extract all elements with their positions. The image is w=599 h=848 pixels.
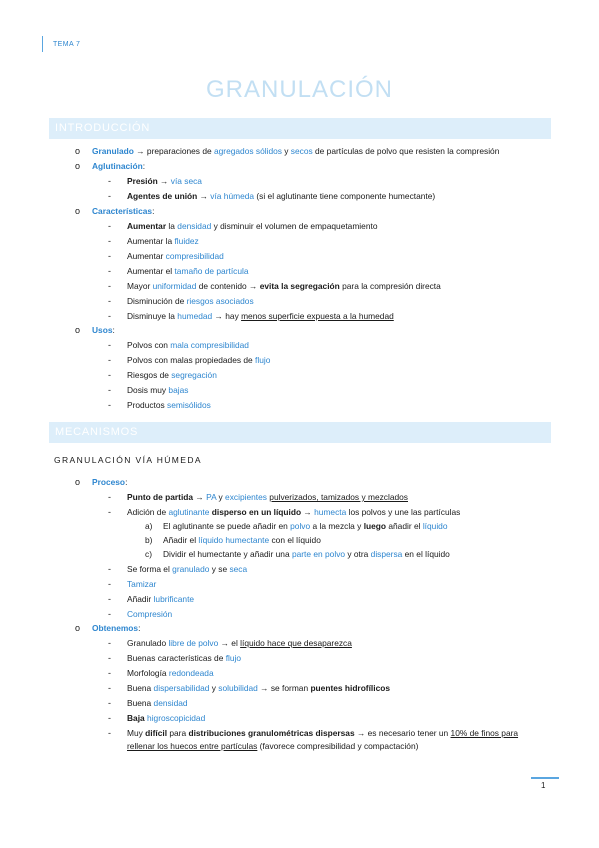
item-p3: Se forma el granulado y se seca xyxy=(127,564,248,574)
item-u5: Productos semisólidos xyxy=(127,400,211,410)
bullet-dash: - xyxy=(108,564,111,574)
item-granulado: Granulado → preparaciones de agregados sólidos y secos de partículas de polvo que resisten la compresión xyxy=(92,146,500,156)
item-u2: Polvos con malas propiedades de flujo xyxy=(127,355,271,365)
item-p4: Tamizar xyxy=(127,579,157,589)
item-p5: Añadir lubrificante xyxy=(127,594,195,604)
bullet-dash: - xyxy=(108,713,111,723)
bullet-circle: o xyxy=(75,161,81,171)
item-pa: El aglutinante se puede añadir en polvo a la mezcla y luego añadir el líquido xyxy=(163,521,448,531)
header-tema: TEMA 7 xyxy=(53,41,81,48)
item-presion: Presión → vía seca xyxy=(127,176,202,186)
item-o7: Muy difícil para distribuciones granulométricas dispersas → es necesario tener un 10% de finos para xyxy=(127,728,519,738)
bullet-dash: - xyxy=(108,698,111,708)
item-c2: Aumentar la fluidez xyxy=(127,236,199,246)
item-o6: Baja higroscopicidad xyxy=(127,713,206,723)
item-u3: Riesgos de segregación xyxy=(127,370,217,380)
item-c1: Aumentar la densidad y disminuir el volumen de empaquetamiento xyxy=(127,221,378,231)
item-c6: Disminución de riesgos asociados xyxy=(127,296,254,306)
bullet-dash: - xyxy=(108,668,111,678)
item-p6: Compresión xyxy=(127,609,173,619)
item-o7-cont: rellenar los huecos entre partículas (favorece compresibilidad y compactación) xyxy=(127,741,419,751)
bullet-dash: - xyxy=(108,191,111,201)
item-o1: Granulado libre de polvo → el líquido hace que desaparezca xyxy=(127,638,352,648)
item-caracteristicas: Características: xyxy=(92,206,155,216)
item-proceso: Proceso: xyxy=(92,477,128,487)
bullet-dash: - xyxy=(108,251,111,261)
item-agentes-union: Agentes de unión → vía húmeda (si el aglutinante tiene componente humectante) xyxy=(127,191,436,201)
bullet-dash: - xyxy=(108,507,111,517)
bullet-dash: - xyxy=(108,281,111,291)
bullet-dash: - xyxy=(108,728,111,738)
bullet-dash: - xyxy=(108,492,111,502)
bullet-dash: - xyxy=(108,370,111,380)
bullet-circle: o xyxy=(75,206,81,216)
item-p2: Adición de aglutinante disperso en un líquido → humecta los polvos y une las partículas xyxy=(127,507,461,517)
item-aglutinacion: Aglutinación: xyxy=(92,161,146,171)
bullet-circle: o xyxy=(75,146,81,156)
bullet-circle: o xyxy=(75,325,81,335)
item-usos: Usos: xyxy=(92,325,115,335)
item-o5: Buena densidad xyxy=(127,698,188,708)
marker-c: c) xyxy=(145,549,152,559)
bullet-dash: - xyxy=(108,638,111,648)
bullet-dash: - xyxy=(108,311,111,321)
header-accent-bar xyxy=(42,36,43,52)
bullet-dash: - xyxy=(108,385,111,395)
footer-accent-line xyxy=(531,777,559,779)
bullet-dash: - xyxy=(108,236,111,246)
item-obtenemos: Obtenemos: xyxy=(92,623,141,633)
item-o2: Buenas características de flujo xyxy=(127,653,242,663)
bullet-dash: - xyxy=(108,221,111,231)
bullet-dash: - xyxy=(108,579,111,589)
item-o3: Morfología redondeada xyxy=(127,668,214,678)
bullet-dash: - xyxy=(108,609,111,619)
bullet-dash: - xyxy=(108,594,111,604)
bullet-circle: o xyxy=(75,477,81,487)
bullet-dash: - xyxy=(108,683,111,693)
item-c5: Mayor uniformidad de contenido → evita la segregación para la compresión directa xyxy=(127,281,441,291)
item-c7: Disminuye la humedad → hay menos superficie expuesta a la humedad xyxy=(127,311,394,321)
item-c4: Aumentar el tamaño de partícula xyxy=(127,266,249,276)
item-pb: Añadir el líquido humectante con el líquido xyxy=(163,535,321,545)
subheading-granulacion-via-humeda: GRANULACIÓN VÍA HÚMEDA xyxy=(54,455,202,465)
marker-b: b) xyxy=(145,535,153,545)
section-mecanismos-label: MECANISMOS xyxy=(55,426,139,438)
page-number: 1 xyxy=(541,781,546,790)
bullet-circle: o xyxy=(75,623,81,633)
bullet-dash: - xyxy=(108,355,111,365)
item-c3: Aumentar compresibilidad xyxy=(127,251,224,261)
marker-a: a) xyxy=(145,521,153,531)
bullet-dash: - xyxy=(108,653,111,663)
page-title: GRANULACIÓN xyxy=(205,76,394,103)
item-pc: Dividir el humectante y añadir una parte en polvo y otra dispersa en el líquido xyxy=(163,549,450,559)
bullet-dash: - xyxy=(108,176,111,186)
item-u4: Dosis muy bajas xyxy=(127,385,189,395)
bullet-dash: - xyxy=(108,340,111,350)
bullet-dash: - xyxy=(108,266,111,276)
item-o4: Buena dispersabilidad y solubilidad → se forman puentes hidrofílicos xyxy=(127,683,391,693)
item-p1: Punto de partida → PA y excipientes pulverizados, tamizados y mezclados xyxy=(127,492,408,502)
section-mecanismos xyxy=(49,422,551,443)
bullet-dash: - xyxy=(108,296,111,306)
section-introduccion xyxy=(49,118,551,139)
section-introduccion-label: INTRODUCCIÓN xyxy=(55,122,151,134)
bullet-dash: - xyxy=(108,400,111,410)
item-u1: Polvos con mala compresibilidad xyxy=(127,340,249,350)
